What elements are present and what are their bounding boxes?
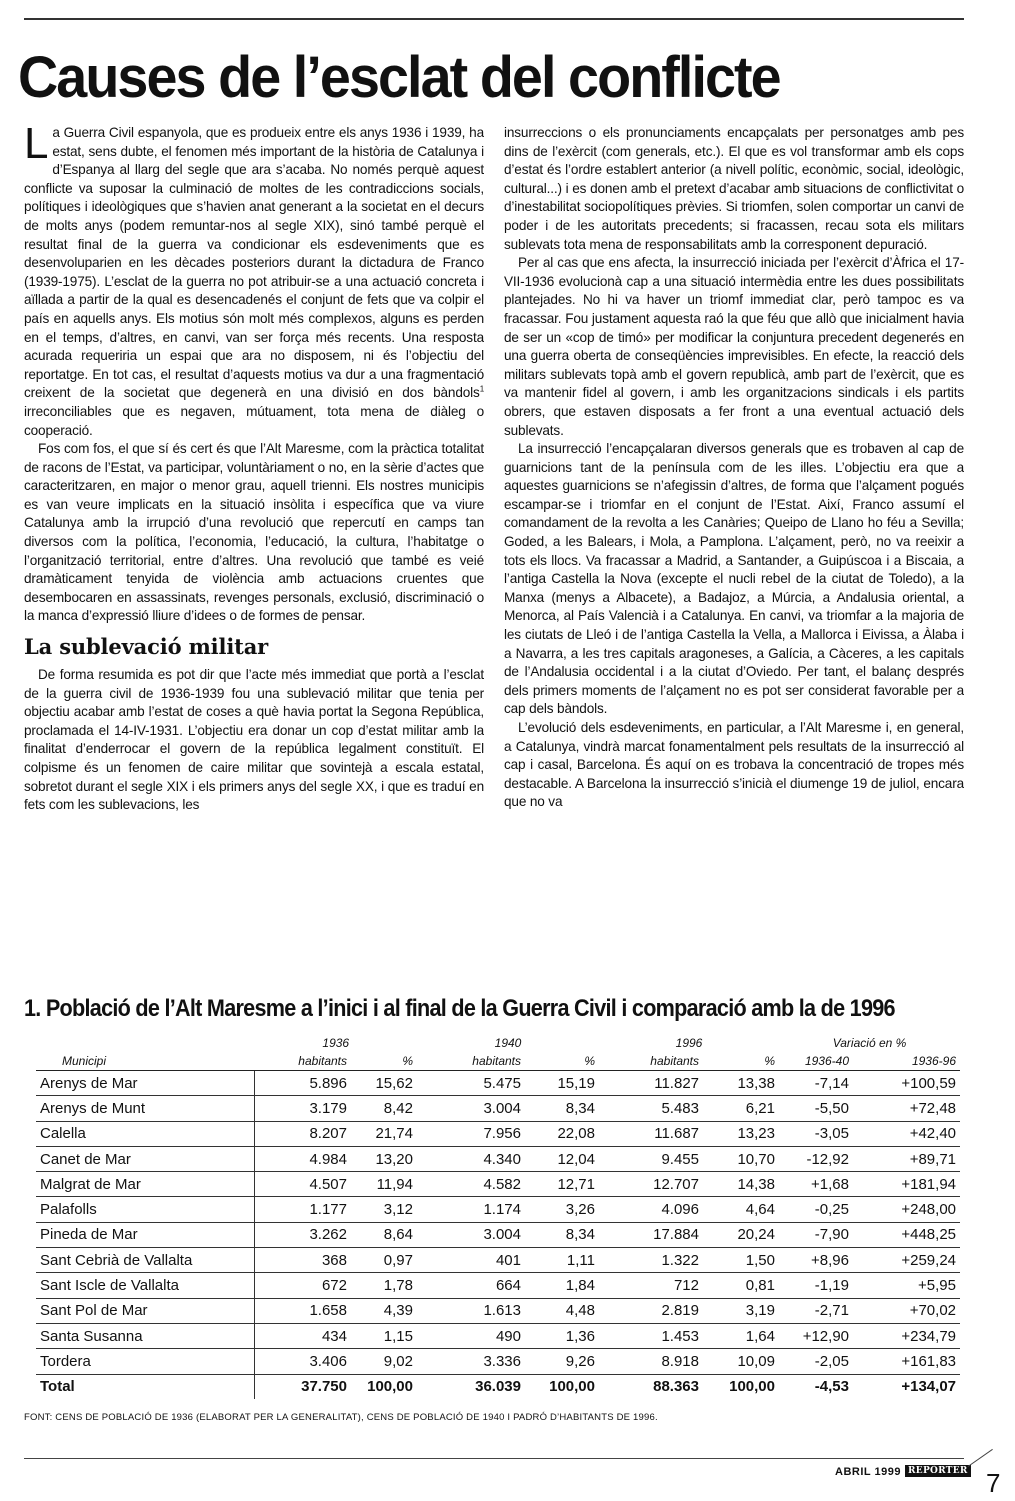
value-cell: +42,40 — [853, 1121, 960, 1146]
value-cell: 13,20 — [351, 1146, 417, 1171]
table-sub-header — [36, 1052, 960, 1071]
value-cell: 490 — [417, 1323, 525, 1348]
value-cell: 12.707 — [599, 1172, 703, 1197]
value-cell: 1,11 — [525, 1248, 599, 1273]
municipi-cell: Sant Pol de Mar — [36, 1298, 255, 1323]
table-group-header — [36, 1034, 960, 1052]
table-row — [36, 1121, 960, 1146]
municipi-cell: Sant Iscle de Vallalta — [36, 1273, 255, 1298]
value-cell: 4,39 — [351, 1298, 417, 1323]
value-cell: 100,00 — [367, 1378, 413, 1396]
value-cell: 17.884 — [599, 1222, 703, 1247]
header-1936: 1936 — [322, 1036, 350, 1050]
paragraph: insurreccions o els pronunciaments encapçalats per personatges amb pes dins de l’exèrcit (com generals, etc.). El que es vol transformar amb els cops d’estat és l’ordre establert anterior (a nivell polític, econòmic, social, ideològic, cultural...) i es donen amb el pretext d’acabar amb situacions de conflictivitat o d’inestabilitat sociopolítiques prèvies. Si triomfen, solen comportar un canvi de poder i de les autoritats precedents; si fracassen, recau sota els militars sublevats tota mena de responsabilitats amb la corresponent depuració. — [504, 125, 964, 252]
value-cell: 3,19 — [703, 1298, 779, 1323]
value-cell: 1.613 — [417, 1298, 525, 1323]
value-cell: 4.340 — [417, 1146, 525, 1171]
header-habitants: habitants — [255, 1052, 352, 1071]
value-cell: +12,90 — [779, 1323, 853, 1348]
value-cell: 15,19 — [525, 1071, 599, 1096]
value-cell: +5,95 — [853, 1273, 960, 1298]
top-rule — [24, 18, 964, 20]
value-cell: 8.918 — [599, 1349, 703, 1374]
value-cell: 5.475 — [417, 1071, 525, 1096]
value-cell: 664 — [417, 1273, 525, 1298]
table-row — [36, 1248, 960, 1273]
value-cell: 11.687 — [599, 1121, 703, 1146]
municipi-cell: Arenys de Munt — [36, 1096, 255, 1121]
municipi-cell: Palafolls — [36, 1197, 255, 1222]
value-cell: 22,08 — [525, 1121, 599, 1146]
table-total-row — [36, 1374, 960, 1399]
value-cell: 37.750 — [255, 1374, 352, 1399]
value-cell: -2,71 — [779, 1298, 853, 1323]
municipi-cell: Arenys de Mar — [36, 1071, 255, 1096]
value-cell: 368 — [255, 1248, 352, 1273]
value-cell: 672 — [255, 1273, 352, 1298]
value-cell: 8.207 — [255, 1121, 352, 1146]
value-cell: 13,23 — [703, 1121, 779, 1146]
value-cell: -3,05 — [779, 1121, 853, 1146]
value-cell: 0,97 — [351, 1248, 417, 1273]
paragraph: L’evolució dels esdeveniments, en particular, a l’Alt Maresme i, en general, a Catalunya, vindrà marcat fonamentalment pels resultats de la insurrecció al cap i casal, Barcelona. És aquí on es trobava la concentració de tropes més destacable. A Barcelona la insurrecció s’inicià el diumenge 19 de juliol, encara que no va — [504, 720, 964, 810]
municipi-cell: Santa Susanna — [36, 1323, 255, 1348]
value-cell: 3,12 — [351, 1197, 417, 1222]
value-cell: +259,24 — [853, 1248, 960, 1273]
paragraph: Fos com fos, el que sí és cert és que l’Alt Maresme, com la pràctica totalitat de racons de l’Estat, va participar, voluntàriament o no, en la sèrie d’actes que caracteritzaren, en major o menor grau, aquell trienni. Els nostres municipis es van veure implicats en la situació insòlita i específica que va viure Catalunya amb la irrupció d’una revolució que repercutí en camps tan diversos com la política, l’economia, l’educació, la cultura, l’habitatge o l’organització territorial, entre d’altres. Una revolució que també es veié dramàticament tenyida de violència amb actuacions cruentes que desembocaren en assassinats, revenges personals, exclusió, discriminació o la manca d’expressió lliure d’idees o de formes de pensar. — [24, 441, 484, 624]
value-cell: +72,48 — [853, 1096, 960, 1121]
header-1996: 1996 — [675, 1036, 703, 1050]
header-municipi: Municipi — [36, 1052, 255, 1071]
value-cell: 4.582 — [417, 1172, 525, 1197]
value-cell: 1,78 — [351, 1273, 417, 1298]
value-cell: 20,24 — [703, 1222, 779, 1247]
value-cell: 401 — [417, 1248, 525, 1273]
value-cell: +1,68 — [779, 1172, 853, 1197]
value-cell: 10,70 — [703, 1146, 779, 1171]
value-cell: 1.453 — [599, 1323, 703, 1348]
paragraph: De forma resumida es pot dir que l’acte més immediat que portà a l’esclat de la guerra civil de 1936-1939 fou una sublevació militar que tenia per objectiu acabar amb l’estat de coses a què havia portat la Segona República, proclamada el 14-IV-1931. L’objectiu era donar un cop d’estat militar amb la finalitat d’enderrocar el govern de la república legalment constituït. El colpisme és un fenomen de caire militar que sovintejà a escala estatal, sobretot durant el segle XIX i els primers anys del segle XX, i que es traduí en fets com les sublevacions, les — [24, 667, 484, 813]
value-cell: -2,05 — [779, 1349, 853, 1374]
table-source: FONT: CENS DE POBLACIÓ DE 1936 (ELABORAT PER LA GENERALITAT), CENS DE POBLACIÓ DE 1940 I PADRÓ D’HABITANTS DE 1996. — [24, 1412, 658, 1423]
value-cell: 3.262 — [255, 1222, 352, 1247]
value-cell: 21,74 — [351, 1121, 417, 1146]
table-body — [36, 1071, 960, 1399]
header-var-1936-96: 1936-96 — [853, 1052, 960, 1071]
header-variacio: Variació en % — [832, 1036, 907, 1050]
value-cell: 3.336 — [417, 1349, 525, 1374]
table-row — [36, 1172, 960, 1197]
table-row — [36, 1197, 960, 1222]
table-row — [36, 1298, 960, 1323]
value-cell: 9.455 — [599, 1146, 703, 1171]
value-cell: 6,21 — [703, 1096, 779, 1121]
value-cell: 1,36 — [525, 1323, 599, 1348]
section-subhead: La sublevació militar — [24, 634, 269, 660]
value-cell: 712 — [599, 1273, 703, 1298]
value-cell: +248,00 — [853, 1197, 960, 1222]
footnote-ref: 1 — [479, 384, 484, 394]
municipi-cell: Malgrat de Mar — [36, 1172, 255, 1197]
municipi-cell: Tordera — [36, 1349, 255, 1374]
value-cell: 7.956 — [417, 1121, 525, 1146]
article-body — [24, 124, 964, 986]
population-table — [36, 1034, 960, 1399]
value-cell: 4,64 — [703, 1197, 779, 1222]
value-cell: 12,04 — [525, 1146, 599, 1171]
value-cell: -4,53 — [814, 1378, 849, 1396]
value-cell: 8,34 — [525, 1096, 599, 1121]
header-pct: % — [351, 1052, 417, 1071]
value-cell: 36.039 — [475, 1378, 521, 1396]
value-cell: -0,25 — [779, 1197, 853, 1222]
municipi-cell: Sant Cebrià de Vallalta — [36, 1248, 255, 1273]
value-cell: +161,83 — [853, 1349, 960, 1374]
value-cell: 5.896 — [255, 1071, 352, 1096]
value-cell: 11.827 — [599, 1071, 703, 1096]
drop-cap: L — [24, 124, 49, 168]
municipi-cell: Total — [40, 1378, 75, 1396]
table-row — [36, 1222, 960, 1247]
municipi-cell: Canet de Mar — [36, 1146, 255, 1171]
page-number: 7 — [986, 1468, 1001, 1498]
value-cell: 9,26 — [525, 1349, 599, 1374]
value-cell: +134,07 — [901, 1378, 956, 1396]
municipi-cell: Calella — [36, 1121, 255, 1146]
intro-paragraph: La Guerra Civil espanyola, que es produeix entre els anys 1936 i 1939, ha estat, sens dubte, el fenomen més important de la història de Catalunya i d’Espanya al llarg del segle que ara s’acaba. No només perquè aquest conflicte va suposar la culminació de moltes de les contradiccions socials, polítiques i ideològiques que s’havien anat generant a la societat en el decurs de molts anys (podem remuntar-nos al segle XIX), sinó també perquè el resultat final de la guerra va condicionar els esdeveniments que es desenvoluparien en les dècades posteriors durant la dictadura de Franco (1939-1975). L’esclat de la guerra no pot atribuir-se a una actuació concreta i aïllada a partir de la qual es desencadenés el conjunt de fets que va colpir el país en aquells anys. Els motius són molt més complexos, alguns es perden en el temps, d’altres, en canvi, van ser força més recents. Una resposta acurada requeriria un espai que ara no disposem, ni és l’objectiu del reportatge. En tot cas, el resultat d’aquests motius va dur a una fragmentació creixent de la societat que degenerà en una divisió en dos bàndols$^1$ irreconciliables que es negaven, mútuament, tota mena de diàleg o cooperació. — [24, 124, 484, 438]
value-cell: 1.174 — [417, 1197, 525, 1222]
value-cell: +8,96 — [779, 1248, 853, 1273]
value-cell: 1.177 — [255, 1197, 352, 1222]
value-cell: +70,02 — [853, 1298, 960, 1323]
magazine-logo: REPÒRTER — [905, 1465, 971, 1477]
bottom-rule — [24, 1458, 964, 1459]
value-cell: 88.363 — [653, 1378, 699, 1396]
value-cell: -7,14 — [779, 1071, 853, 1096]
value-cell: +89,71 — [853, 1146, 960, 1171]
value-cell: 4,48 — [525, 1298, 599, 1323]
value-cell: 10,09 — [703, 1349, 779, 1374]
value-cell: 100,00 — [729, 1378, 775, 1396]
paragraph: La insurrecció l’encapçalaran diversos generals que es trobaven al cap de guarnicions tant de la península com de les illes. L’objectiu era que a aquestes guarnicions se n’afegissin d’altres, de forma que l’alçament pogués escampar-se i triomfar en el conjunt de l’Estat. Així, Franco assumí el comandament de la revolta a les Canàries; Queipo de Llano ho féu a Sevilla; Goded, a les Balears, i Mola, a Pamplona. L’alçament, però, no va reeixir a tots els llocs. Va fracassar a Madrid, a Santander, a Guipúscoa i a Biscaia, a l’antiga Castella la Nova (excepte el nucli rebel de la ciutat de Toledo), a la Manxa (menys a Albacete), a Badajoz, a Múrcia, a Andalusia oriental, a Menorca, al País Valencià i a Catalunya. En canvi, va triomfar a la majoria de les ciutats de Lleó i de l’antiga Castella la Vella, a Mallorca i Eivissa, a Àlaba i a Navarra, a les tres capitals aragoneses, a Galícia, a Càceres, a les capitals de l’Andalusia occidental i a la ciutat d’Oviedo. Per tant, el balanç després dels primers moments de l’alçament no es pot ser considerat favorable per a cap dels bàndols. — [504, 441, 964, 717]
header-pct: % — [525, 1052, 599, 1071]
table-row — [36, 1349, 960, 1374]
value-cell: 3.004 — [417, 1222, 525, 1247]
value-cell: +181,94 — [853, 1172, 960, 1197]
value-cell: 3.004 — [417, 1096, 525, 1121]
value-cell: 8,42 — [351, 1096, 417, 1121]
value-cell: 15,62 — [351, 1071, 417, 1096]
value-cell: 1,84 — [525, 1273, 599, 1298]
value-cell: -12,92 — [779, 1146, 853, 1171]
value-cell: 8,34 — [525, 1222, 599, 1247]
header-pct: % — [703, 1052, 779, 1071]
table-row — [36, 1096, 960, 1121]
value-cell: 1.322 — [599, 1248, 703, 1273]
value-cell: 1,50 — [703, 1248, 779, 1273]
value-cell: +100,59 — [853, 1071, 960, 1096]
value-cell: 434 — [255, 1323, 352, 1348]
value-cell: -7,90 — [779, 1222, 853, 1247]
value-cell: -5,50 — [779, 1096, 853, 1121]
value-cell: 12,71 — [525, 1172, 599, 1197]
value-cell: 8,64 — [351, 1222, 417, 1247]
value-cell: 0,81 — [703, 1273, 779, 1298]
value-cell: 2.819 — [599, 1298, 703, 1323]
value-cell: 1.658 — [255, 1298, 352, 1323]
value-cell: 3.406 — [255, 1349, 352, 1374]
value-cell: 100,00 — [549, 1378, 595, 1396]
value-cell: 14,38 — [703, 1172, 779, 1197]
header-1940: 1940 — [494, 1036, 522, 1050]
value-cell: 3.179 — [255, 1096, 352, 1121]
value-cell: 4.984 — [255, 1146, 352, 1171]
value-cell: 1,15 — [351, 1323, 417, 1348]
footer-date: ABRIL 1999 — [835, 1466, 901, 1478]
table-row — [36, 1071, 960, 1096]
value-cell: 4.507 — [255, 1172, 352, 1197]
value-cell: +448,25 — [853, 1222, 960, 1247]
value-cell: 1,64 — [703, 1323, 779, 1348]
left-column — [24, 124, 484, 986]
value-cell: 3,26 — [525, 1197, 599, 1222]
paragraph: Per al cas que ens afecta, la insurrecció iniciada per l’exèrcit d’Àfrica el 17-VII-1936 evolucionà cap a una situació intermèdia entre les dues possibilitats plantejades. No hi va haver un triomf immediat clar, però tampoc es va fracassar. Fou justament aquesta raó la que féu que allò que inicialment havia de ser un «cop de timó» per modificar la conjuntura precedent degenerés en una guerra oberta de conseqüències imprevisibles. En efecte, la reacció dels militars sublevats topà amb el govern republicà, amb part de l’exèrcit, que es va mantenir fidel al govern, i amb les organitzacions sindicals i els partits obrers, que estaven disposats a fer front a una eventual actuació dels sublevats. — [504, 255, 964, 438]
value-cell: -1,19 — [779, 1273, 853, 1298]
municipi-cell: Pineda de Mar — [36, 1222, 255, 1247]
table-row — [36, 1323, 960, 1348]
table-row — [36, 1146, 960, 1171]
value-cell: 9,02 — [351, 1349, 417, 1374]
value-cell: 5.483 — [599, 1096, 703, 1121]
header-habitants: habitants — [599, 1052, 703, 1071]
right-column — [504, 124, 964, 986]
header-habitants: habitants — [417, 1052, 525, 1071]
header-var-1936-40: 1936-40 — [779, 1052, 853, 1071]
table-row — [36, 1273, 960, 1298]
page-corner-mark — [968, 1449, 993, 1467]
value-cell: 11,94 — [351, 1172, 417, 1197]
value-cell: +234,79 — [853, 1323, 960, 1348]
table-title: 1. Població de l’Alt Maresme a l’inici i al final de la Guerra Civil i comparació amb la de 1996 — [24, 995, 895, 1022]
value-cell: 13,38 — [703, 1071, 779, 1096]
value-cell: 4.096 — [599, 1197, 703, 1222]
article-title: Causes de l’esclat del conflicte — [18, 45, 780, 110]
